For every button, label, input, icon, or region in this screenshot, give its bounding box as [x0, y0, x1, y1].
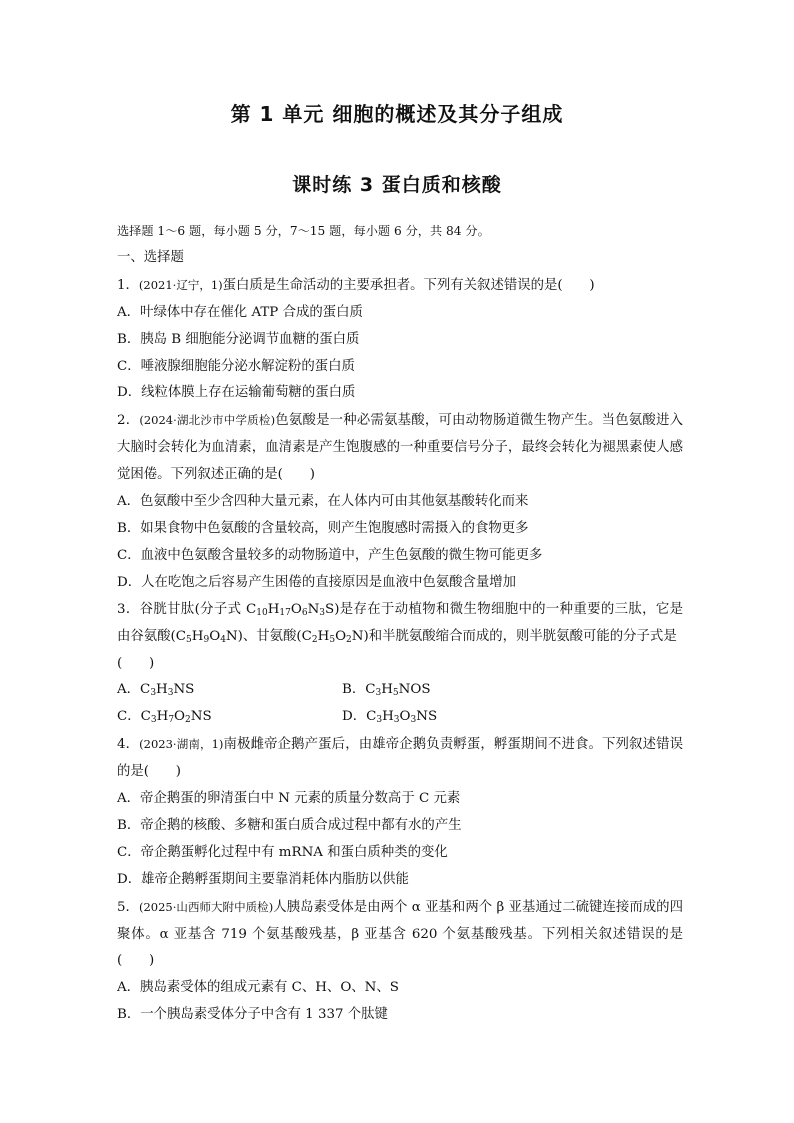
- question-1: [117, 272, 683, 300]
- options-row: [117, 704, 683, 731]
- question-number: 1．: [117, 277, 139, 293]
- question-stem: 人胰岛素受体是由两个 α 亚基和两个 β 亚基通过二硫键连接而成的四聚体。α 亚基含 719 个氨基酸残基，β 亚基含 620 个氨基酸残基。下列相关叙述错误的是( ): [117, 899, 683, 969]
- option-b: B．帝企鹅的核酸、多糖和蛋白质合成过程中都有水的产生: [117, 817, 462, 833]
- option-d: D．线粒体膜上存在运输葡萄糖的蛋白质: [117, 385, 356, 401]
- unit-title: 第 1 单元 细胞的概述及其分子组成: [230, 102, 564, 126]
- option-a: A．叶绿体中存在催化 ATP 合成的蛋白质: [117, 304, 363, 320]
- options-row: [117, 677, 683, 704]
- option-d: D．人在吃饱之后容易产生困倦的直接原因是血液中色氨酸含量增加: [117, 574, 517, 590]
- option-b: B．一个胰岛素受体分子中含有 1 337 个肽键: [117, 1007, 388, 1023]
- option-c: C．血液中色氨酸含量较多的动物肠道中，产生色氨酸的微生物可能更多: [117, 547, 543, 563]
- option-b: B．胰岛 B 细胞能分泌调节血糖的蛋白质: [117, 331, 360, 347]
- question-5: [117, 894, 683, 976]
- question-number: 2．: [117, 413, 140, 429]
- option-a: A．胰岛素受体的组成元素有 C、H、O、N、S: [117, 980, 399, 996]
- lesson-title: 课时练 3 蛋白质和核酸: [292, 174, 502, 196]
- question-source: (2024·湖北沙市中学质检): [139, 413, 276, 428]
- question-stem: 色氨酸是一种必需氨基酸，可由动物肠道微生物产生。当色氨酸进入大脑时会转化为血清素，血清素是产生饱腹感的一种重要信号分子，最终会转化为褪黑素使人感觉困倦。下列叙述正确的是( ): [117, 413, 683, 483]
- option-d: D．$C_3H_3O_3NS$: [342, 709, 438, 726]
- question-stem: 蛋白质是生命活动的主要承担者。下列有关叙述错误的是( ): [222, 277, 595, 293]
- question-content: [117, 218, 683, 1029]
- question-source: (2025·山西师大附中质检): [138, 899, 274, 914]
- option-c: C．唾液腺细胞能分泌水解淀粉的蛋白质: [117, 358, 355, 374]
- question-source: (2021·辽宁，1): [138, 277, 223, 292]
- instructions: 选择题 1～6 题，每小题 5 分，7～15 题，每小题 6 分，共 84 分。: [117, 224, 490, 238]
- question-number: 5．: [117, 899, 139, 915]
- option-c: C．帝企鹅蛋孵化过程中有 mRNA 和蛋白质种类的变化: [117, 844, 448, 860]
- question-number: 4．: [117, 737, 140, 753]
- glutathione-formula: $C_{10}H_{17}O_6N_3S$: [246, 601, 335, 618]
- option-c: C．$C_3H_7O_2NS$: [117, 709, 212, 726]
- glutamate-formula: $C_5H_9O_4N$: [175, 628, 238, 645]
- answer-blank: ( ): [117, 655, 155, 671]
- option-a: A．色氨酸中至少含四种大量元素，在人体内可由其他氨基酸转化而来: [117, 494, 529, 510]
- option-b: B．$C_3H_5NOS$: [342, 682, 431, 699]
- question-stem: 南极雌帝企鹅产蛋后，由雄帝企鹅负责孵蛋，孵蛋期间不进食。下列叙述错误的是( ): [117, 737, 684, 780]
- question-source: (2023·湖南，1): [139, 737, 224, 752]
- glycine-formula: $C_2H_5O_2N$: [301, 628, 364, 645]
- option-a: A．$C_3H_3NS$: [117, 682, 195, 699]
- question-4: [117, 731, 683, 786]
- question-3: 3．谷胱甘肽(分子式 $C_{10}H_{17}O_6N_3S$)是存在于动植物和微生物细胞中的一种重要的三肽，它是由谷氨酸$(C_5H_9O_4N)$、甘氨酸$(C_2H_5O_2N)$和半胱氨酸缩合而成的，则半胱氨酸可能的分子式是: [117, 601, 683, 645]
- option-d: D．雄帝企鹅孵蛋期间主要靠消耗体内脂肪以供能: [117, 871, 409, 887]
- option-a: A．帝企鹅蛋的卵清蛋白中 N 元素的质量分数高于 C 元素: [117, 791, 461, 807]
- question-2: [117, 407, 683, 489]
- question-number: 3．: [117, 601, 140, 617]
- section-heading: 一、选择题: [117, 249, 184, 265]
- option-b: B．如果食物中色氨酸的含量较高，则产生饱腹感时需摄入的食物更多: [117, 520, 529, 536]
